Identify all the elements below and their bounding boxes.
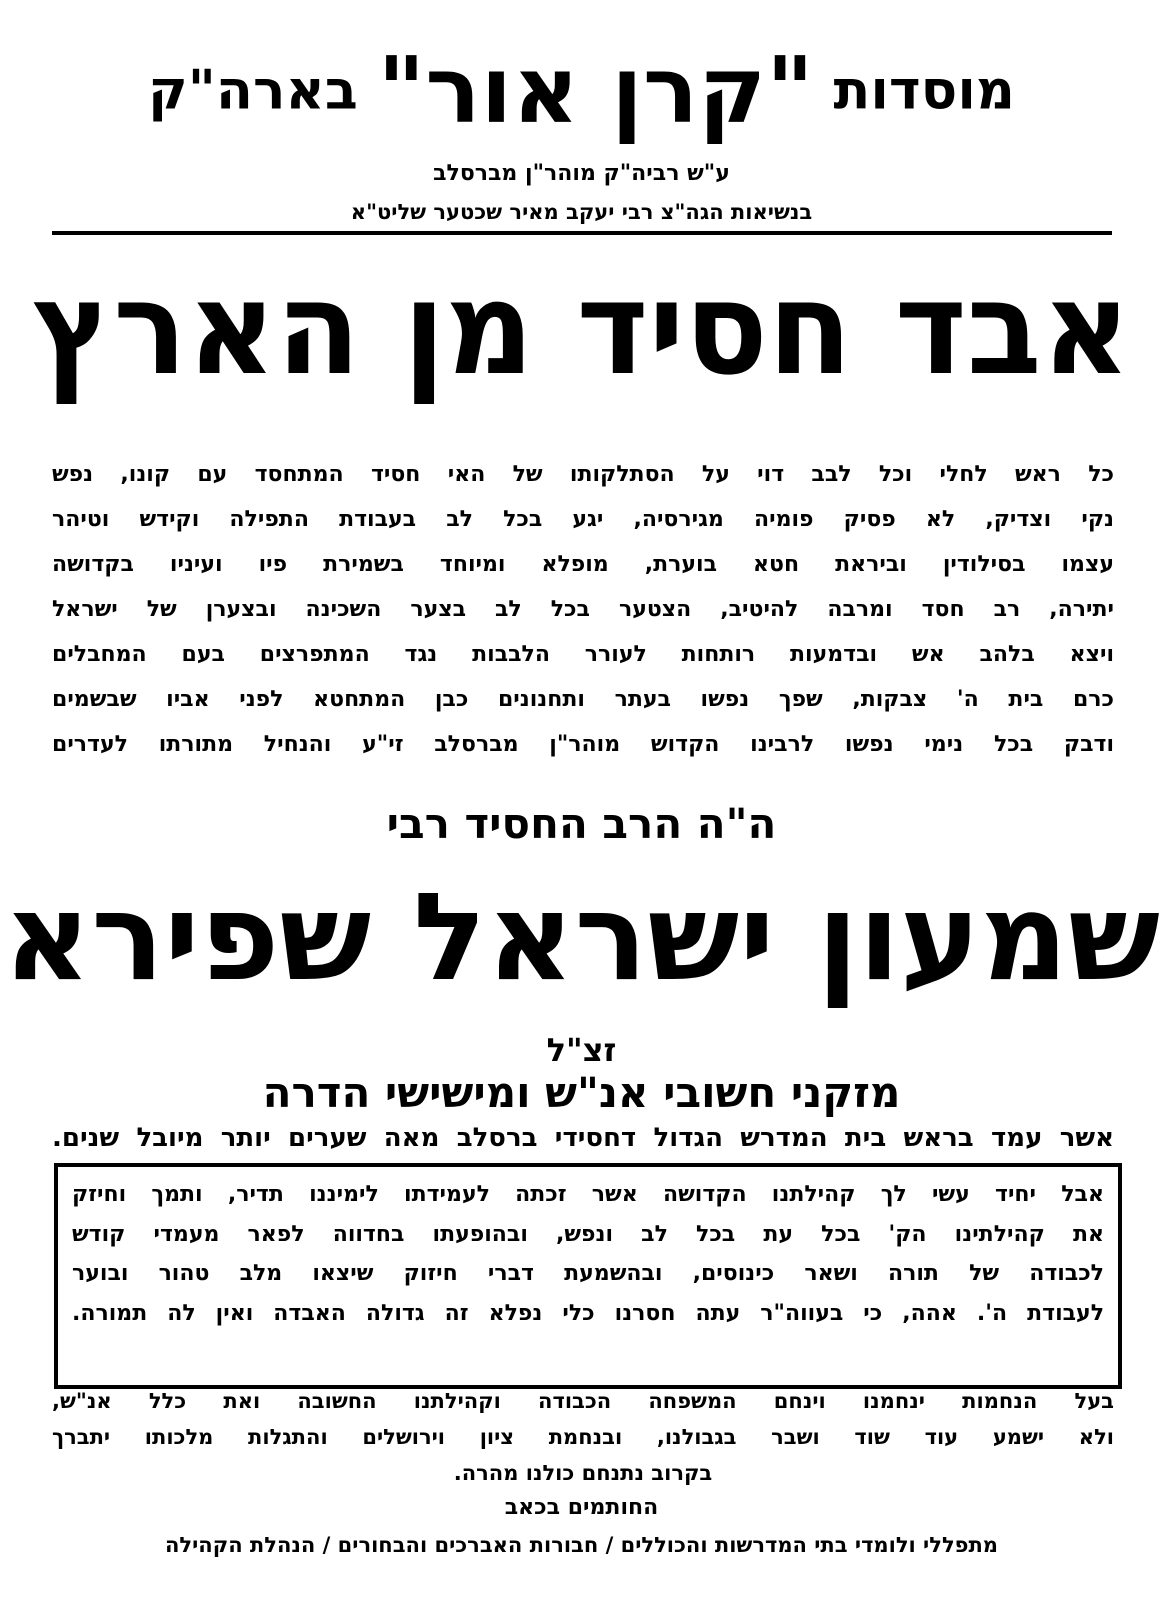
deceased-name: שמעון ישראל שפירא — [3, 867, 1160, 1008]
position-line: אשר עמד בראש בית המדרש הגדול דחסידי ברסלב מאה שערים יותר מיובל שנים. — [52, 1123, 1114, 1153]
headline: אבד חסיד מן הארץ — [32, 254, 1131, 404]
signers-heading: החותמים בכאב — [504, 1495, 659, 1520]
box-line: את קהילתינו הק' בכל עת בכל לב ונפש, ובהופעתו בחדווה לפאר מעמדי קודש — [72, 1221, 1104, 1247]
eulogy-paragraph — [52, 452, 1114, 767]
dedication-line: ע"ש רביה"ק מוהר"ן מברסלב — [433, 161, 730, 186]
eulogy-line: כרם בית ה' צבקות, שפך נפשו בעתר ותחנונים כבן המתחטא לפני אביו שבשמים — [52, 687, 1114, 712]
signers-list: מתפללי ולומדי בתי המדרשות והכוללים / חבורות האברכים והבחורים / הנהלת הקהילה — [164, 1533, 999, 1557]
eulogy-line: עצמו בסילודין וביראת חטא בוערת, מופלא ומיוחד בשמירת פיו ועיניו בקדושה — [52, 552, 1114, 577]
eulogy-line: יתירה, רב חסד ומרבה להיטיב, הצטער בכל לב בצער השכינה ובצערן של ישראל — [52, 597, 1114, 622]
presidency-line: בנשיאות הגה"צ רבי יעקב מאיר שכטער שליט"א — [350, 200, 813, 224]
box-line: אבל יחיד עשי לך קהילתנו הקדושה אשר זכתה לעמידתו לימיננו תדיר, ותמך וחיזק — [72, 1182, 1104, 1207]
consolation-line: ולא ישמע עוד שוד ושבר בגבולנו, ובנחמת ציון וירושלים והתגלות מלכותו יתברך — [52, 1425, 1114, 1449]
community-mourning-box — [54, 1163, 1122, 1389]
organization-header — [0, 36, 1163, 144]
zl-abbreviation: זצ"ל — [546, 1031, 617, 1069]
eulogy-line: נקי וצדיק, לא פסיק פומיה מגירסיה, יגע בכל לב בעבודת התפילה וקידש וטיהר — [52, 507, 1114, 532]
eulogy-line: ויצא בלהב אש ובדמעות רותחות לעורר הלבבות נגד המתפרצים בעם המחבלים — [52, 642, 1114, 667]
eulogy-line: ודבק בכל נימי נפשו לרבינו הקדוש מוהר"ן מברסלב זי"ע והנחיל מתורתו לעדרים — [52, 732, 1114, 757]
org-suffix: בארה"ק — [148, 58, 358, 122]
consolation-line: בקרוב נתנחם כולנו מהרה. — [453, 1461, 713, 1485]
eulogy-line: כל ראש לחלי וכל לבב דוי על הסתלקותו של האי חסיד המתחסד עם קונו, נפש — [52, 462, 1114, 487]
org-name: "קרן אור" — [377, 36, 814, 144]
box-line: לכבודה של תורה ושאר כינוסים, ובהשמעת דברי חיזוק שיצאו מלב טהור ובוער — [72, 1261, 1104, 1286]
box-line: לעבודת ה'. אהה, כי בעווה"ר עתה חסרנו כלי נפלא זה גדולה האבדה ואין לה תמורה. — [72, 1300, 1104, 1326]
consolation-paragraph — [52, 1383, 1114, 1491]
org-prefix: מוסדות — [833, 58, 1015, 122]
consolation-line: בעל הנחמות ינחמנו וינחם המשפחה הכבודה וקהילתנו החשובה ואת כלל אנ"ש, — [52, 1389, 1114, 1413]
honorific-title: ה"ה הרב החסיד רבי — [386, 799, 777, 848]
deceased-description: מזקני חשובי אנ"ש ומישישי הדרה — [262, 1068, 901, 1117]
